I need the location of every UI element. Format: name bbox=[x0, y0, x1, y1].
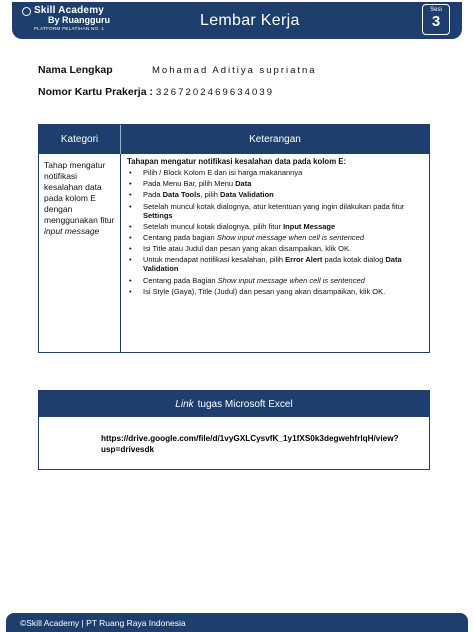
logo-line2: By Ruangguru bbox=[48, 15, 110, 25]
logo-line1: Skill Academy bbox=[34, 5, 105, 16]
worksheet-table bbox=[38, 124, 430, 353]
sesi-badge bbox=[422, 4, 450, 35]
card-row bbox=[38, 86, 153, 98]
link-header-rest: tugas Microsoft Excel bbox=[197, 398, 293, 410]
kategori-italic: input message bbox=[44, 226, 100, 236]
page-title: Lembar Kerja bbox=[200, 12, 300, 29]
sesi-number: 3 bbox=[431, 13, 441, 30]
name-value: Mohamad Aditiya supriatna bbox=[152, 65, 317, 76]
header-keterangan: Keterangan bbox=[249, 134, 301, 145]
name-label: Nama Lengkap bbox=[38, 64, 113, 76]
list-item: • Isi Style (Gaya), Title (Judul) dan pesan yang akan disampaikan, klik OK. bbox=[127, 287, 423, 296]
keterangan-cell bbox=[121, 154, 429, 352]
list-item: • Isi Title atau Judul dan pesan yang akan disampaikan, klik OK. bbox=[127, 244, 423, 253]
steps-list bbox=[127, 168, 423, 296]
skill-academy-logo bbox=[22, 6, 132, 32]
logo-line3: PLATFORM PELATIHAN NO. 1 bbox=[34, 26, 105, 31]
list-item: • Pada Menu Bar, pilih Menu Data bbox=[127, 179, 423, 188]
name-row bbox=[38, 64, 113, 76]
kategori-cell bbox=[39, 154, 121, 352]
header-kategori: Kategori bbox=[39, 125, 121, 154]
table-row bbox=[39, 154, 429, 352]
list-item: • Setelah muncul kotak dialognya, pilih fitur Input Message bbox=[127, 222, 423, 231]
list-item: • Pilih / Block Kolom E dan isi harga makanannya bbox=[127, 168, 423, 177]
card-label: Nomor Kartu Prakerja : bbox=[38, 86, 153, 98]
list-item: • Pada Data Tools, pilih Data Validation bbox=[127, 190, 423, 199]
link-header bbox=[39, 391, 429, 417]
keterangan-title: Tahapan mengatur notifikasi kesalahan data pada kolom E: bbox=[127, 157, 347, 166]
list-item: • Centang pada Bagian Show input message when cell is sentenced bbox=[127, 276, 423, 285]
link-header-italic: Link bbox=[175, 398, 194, 410]
kategori-text: Tahap mengatur notifikasi kesalahan data pada kolom E dengan menggunakan fitur bbox=[44, 160, 115, 225]
excel-link[interactable]: https://drive.google.com/file/d/1vyGXLCysvfK_1y1fXS0k3degwehfrlqH/view?usp=drivesdk bbox=[101, 434, 399, 454]
logo-mark-icon bbox=[22, 7, 31, 16]
sesi-label: Sesi bbox=[430, 7, 442, 13]
table-header bbox=[39, 125, 429, 154]
list-item: • Centang pada bagian Show input message when cell is sentenced bbox=[127, 233, 423, 242]
list-item: • Setelah muncul kotak dialognya, atur ketentuan yang ingin dilakukan pada fitur Settings bbox=[127, 202, 423, 220]
footer-bar bbox=[6, 613, 468, 632]
link-section bbox=[38, 390, 430, 470]
card-value: 3267202469634039 bbox=[156, 87, 275, 98]
header-bar bbox=[12, 2, 462, 39]
footer-text: ©Skill Academy | PT Ruang Raya Indonesia bbox=[20, 618, 186, 628]
list-item: • Untuk mendapat notifikasi kesalahan, pilih Error Alert pada kotak dialog Data Validation bbox=[127, 255, 423, 273]
